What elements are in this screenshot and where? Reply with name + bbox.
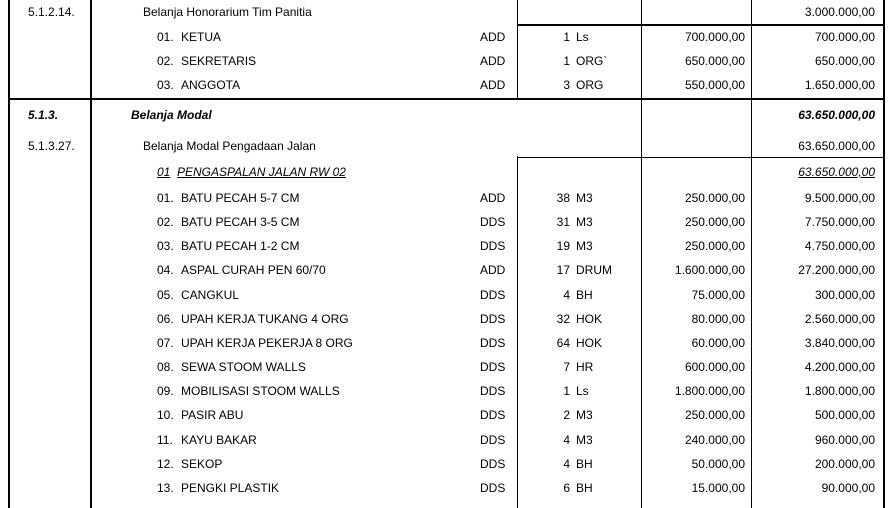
- item-unit: ORG: [576, 78, 604, 92]
- item-total: 2.560.000,00: [804, 311, 875, 326]
- item-price: 250.000,00: [684, 239, 745, 254]
- table-row: [0, 476, 892, 500]
- item-total: 300.000,00: [814, 287, 875, 302]
- item-quantity: 31: [556, 215, 570, 230]
- table-row: [0, 283, 892, 307]
- item-name: KAYU BAKAR: [181, 432, 257, 447]
- item-source: ADD: [480, 30, 506, 44]
- item-price: 650.000,00: [684, 54, 745, 68]
- item-total: 1.800.000,00: [804, 384, 875, 399]
- table-row: [0, 103, 892, 127]
- table-row: [0, 307, 892, 331]
- item-source: ADD: [480, 263, 506, 278]
- item-price: 15.000,00: [691, 480, 745, 495]
- item-name: BATU PECAH 1-2 CM: [181, 239, 300, 254]
- item-source: DDS: [480, 287, 506, 302]
- sub-number: 01: [157, 165, 171, 179]
- table-row: [0, 210, 892, 234]
- item-number: 03.: [157, 78, 174, 92]
- rule-modal-top: [8, 98, 885, 100]
- item-source: DDS: [480, 335, 506, 350]
- item-quantity: 64: [556, 335, 570, 350]
- item-name: SEKOP: [181, 456, 223, 471]
- item-price: 700.000,00: [684, 30, 745, 44]
- item-unit: Ls: [576, 384, 589, 399]
- item-name: SEKRETARIS: [181, 54, 257, 68]
- sub-total: 63.650.000,00: [798, 165, 875, 179]
- item-unit: BH: [576, 456, 593, 471]
- table-row: [0, 355, 892, 379]
- item-source: DDS: [480, 239, 506, 254]
- item-price: 250.000,00: [684, 408, 745, 423]
- item-number: 12.: [157, 456, 174, 471]
- item-total: 4.750.000,00: [804, 239, 875, 254]
- item-quantity: 1: [563, 30, 570, 44]
- item-total: 200.000,00: [814, 456, 875, 471]
- item-total: 1.650.000,00: [804, 78, 875, 92]
- table-row: [0, 403, 892, 427]
- item-total: 3.840.000,00: [804, 335, 875, 350]
- table-row: [0, 160, 892, 184]
- item-quantity: 2: [563, 408, 570, 423]
- item-number: 04.: [157, 263, 174, 278]
- account-description: Belanja Modal Pengadaan Jalan: [143, 139, 316, 153]
- item-source: DDS: [480, 360, 506, 375]
- table-row: [0, 379, 892, 403]
- item-price: 60.000,00: [691, 335, 745, 350]
- item-source: DDS: [480, 432, 506, 447]
- account-description: Belanja Honorarium Tim Panitia: [143, 5, 312, 19]
- table-row: [0, 452, 892, 476]
- item-number: 07.: [157, 335, 174, 350]
- item-total: 90.000,00: [821, 480, 875, 495]
- item-total: 27.200.000,00: [798, 263, 875, 278]
- item-unit: ORG`: [576, 54, 608, 68]
- table-row: [0, 134, 892, 158]
- account-total: 63.650.000,00: [798, 108, 875, 122]
- item-number: 01.: [157, 30, 174, 44]
- item-number: 09.: [157, 384, 174, 399]
- item-name: UPAH KERJA PEKERJA 8 ORG: [181, 335, 353, 350]
- item-total: 960.000,00: [814, 432, 875, 447]
- item-quantity: 32: [556, 311, 570, 326]
- table-row: [0, 73, 892, 97]
- item-source: DDS: [480, 408, 506, 423]
- item-name: PASIR ABU: [181, 408, 244, 423]
- table-row: [0, 428, 892, 452]
- item-source: DDS: [480, 384, 506, 399]
- sub-description: PENGASPALAN JALAN RW 02: [177, 165, 346, 179]
- item-total: 500.000,00: [814, 408, 875, 423]
- item-number: 03.: [157, 239, 174, 254]
- item-quantity: 1: [563, 384, 570, 399]
- item-price: 240.000,00: [684, 432, 745, 447]
- account-code: 5.1.3.27.: [28, 139, 75, 153]
- item-quantity: 3: [563, 78, 570, 92]
- item-unit: M3: [576, 191, 593, 205]
- item-price: 80.000,00: [691, 311, 745, 326]
- item-source: DDS: [480, 480, 506, 495]
- item-total: 9.500.000,00: [804, 191, 875, 205]
- item-unit: M3: [576, 215, 593, 230]
- account-code: 5.1.3.: [28, 108, 59, 122]
- item-unit: M3: [576, 239, 593, 254]
- item-source: DDS: [480, 456, 506, 471]
- item-source: ADD: [480, 54, 506, 68]
- item-unit: HOK: [576, 335, 603, 350]
- item-source: DDS: [480, 215, 506, 230]
- item-number: 06.: [157, 311, 174, 326]
- account-code: 5.1.2.14.: [28, 5, 75, 19]
- item-total: 700.000,00: [814, 30, 875, 44]
- item-name: ASPAL CURAH PEN 60/70: [181, 263, 326, 278]
- item-unit: Ls: [576, 30, 589, 44]
- item-name: UPAH KERJA TUKANG 4 ORG: [181, 311, 349, 326]
- item-number: 10.: [157, 408, 174, 423]
- table-row: [0, 0, 892, 24]
- item-number: 13.: [157, 480, 174, 495]
- item-number: 11.: [157, 432, 173, 447]
- item-name: BATU PECAH 5-7 CM: [181, 191, 300, 205]
- item-quantity: 1: [563, 54, 570, 68]
- item-price: 600.000,00: [684, 360, 745, 375]
- item-price: 50.000,00: [691, 456, 745, 471]
- item-total: 4.200.000,00: [804, 360, 875, 375]
- item-quantity: 7: [563, 360, 570, 375]
- item-total: 7.750.000,00: [804, 215, 875, 230]
- item-price: 550.000,00: [684, 78, 745, 92]
- item-source: ADD: [480, 191, 506, 205]
- item-source: ADD: [480, 78, 506, 92]
- table-row: [0, 25, 892, 49]
- item-unit: HR: [576, 360, 594, 375]
- item-price: 250.000,00: [684, 191, 745, 205]
- item-name: KETUA: [181, 30, 222, 44]
- item-quantity: 38: [556, 191, 570, 205]
- item-quantity: 4: [563, 287, 570, 302]
- item-source: DDS: [480, 311, 506, 326]
- table-row: [0, 331, 892, 355]
- table-row: [0, 234, 892, 258]
- item-name: SEWA STOOM WALLS: [181, 360, 306, 375]
- item-price: 75.000,00: [691, 287, 745, 302]
- item-price: 250.000,00: [684, 215, 745, 230]
- table-row: [0, 186, 892, 210]
- item-name: CANGKUL: [181, 287, 240, 302]
- account-total: 3.000.000,00: [804, 5, 875, 19]
- item-price: 1.600.000,00: [674, 263, 745, 278]
- item-quantity: 19: [556, 239, 570, 254]
- item-name: BATU PECAH 3-5 CM: [181, 215, 300, 230]
- item-quantity: 4: [563, 456, 570, 471]
- item-total: 650.000,00: [814, 54, 875, 68]
- item-name: PENGKI PLASTIK: [181, 480, 280, 495]
- item-name: MOBILISASI STOOM WALLS: [181, 384, 340, 399]
- item-unit: BH: [576, 287, 593, 302]
- item-name: ANGGOTA: [181, 78, 241, 92]
- item-quantity: 6: [563, 480, 570, 495]
- table-row: [0, 49, 892, 73]
- item-unit: HOK: [576, 311, 603, 326]
- item-price: 1.800.000,00: [674, 384, 745, 399]
- account-total: 63.650.000,00: [798, 139, 875, 153]
- table-row: [0, 258, 892, 282]
- item-unit: M3: [576, 432, 593, 447]
- item-unit: BH: [576, 480, 593, 495]
- item-number: 05.: [157, 287, 174, 302]
- item-number: 08.: [157, 360, 174, 375]
- item-quantity: 4: [563, 432, 570, 447]
- item-unit: M3: [576, 408, 593, 423]
- item-number: 02.: [157, 215, 174, 230]
- item-number: 02.: [157, 54, 174, 68]
- account-description: Belanja Modal: [131, 108, 212, 122]
- item-unit: DRUM: [576, 263, 612, 278]
- item-number: 01.: [157, 191, 174, 205]
- item-quantity: 17: [556, 263, 570, 278]
